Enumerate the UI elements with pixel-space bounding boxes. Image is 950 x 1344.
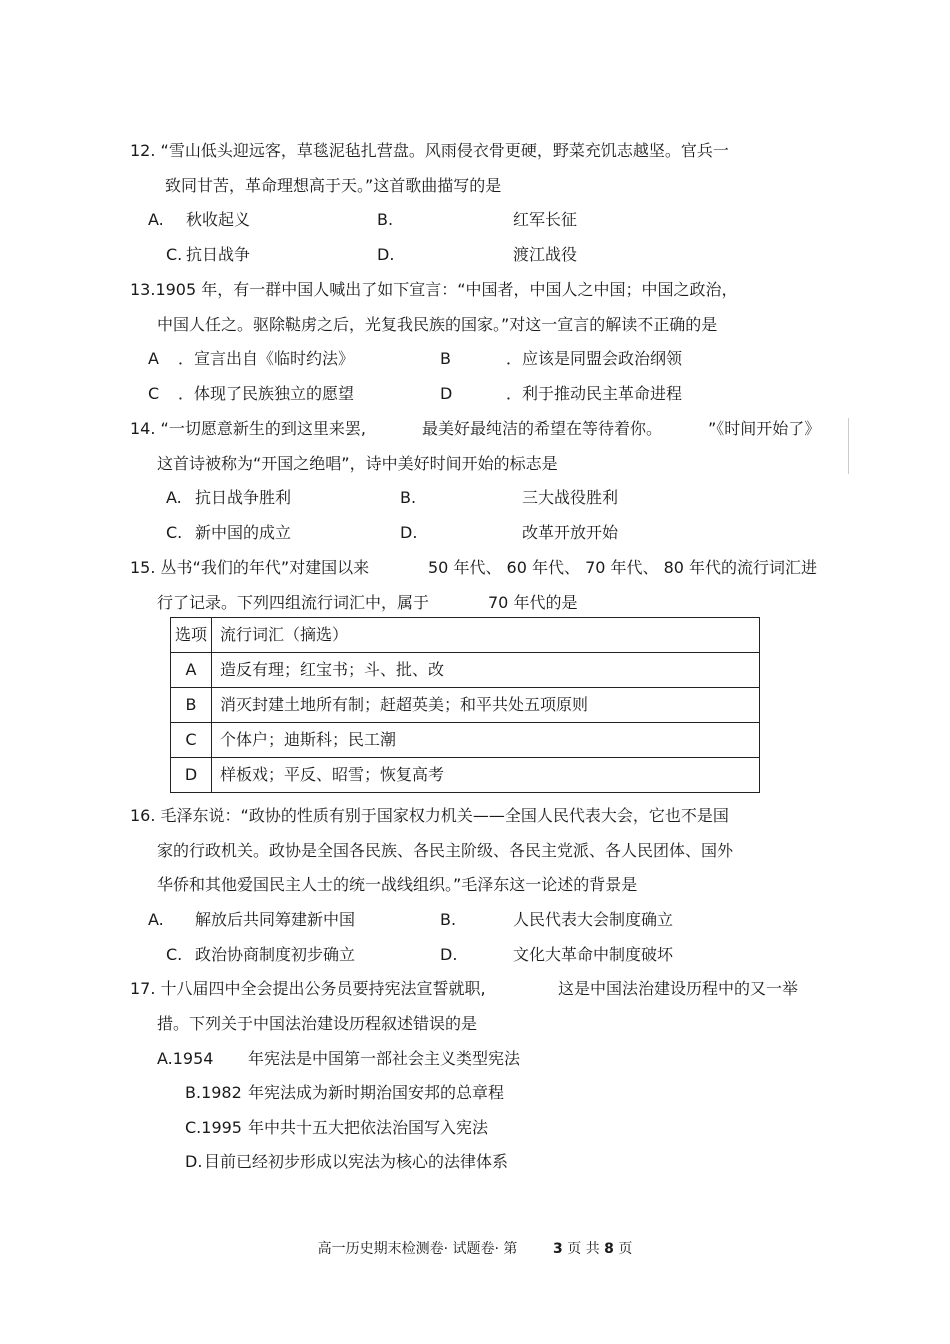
q16-line3: 华侨和其他爱国民主人士的统一战线组织。”毛泽东这一论述的背景是 <box>157 875 638 894</box>
q17-line1-part2: 这是中国法治建设历程中的又一举 <box>558 979 799 998</box>
q16-line2: 家的行政机关。政协是全国各民族、各民主阶级、各民主党派、各人民团体、国外 <box>157 841 734 860</box>
q16-option-d-text: 文化大革命中制度破坏 <box>513 945 674 964</box>
q15-line2-part1: 行了记录。下列四组流行词汇中，属于 <box>157 593 430 612</box>
q12-option-c-key: C. <box>166 245 183 264</box>
q14-option-a-key: A. <box>166 488 182 507</box>
table-header-words: 流行词汇（摘选） <box>212 618 760 653</box>
q13-option-a-text: ．宣言出自《临时约法》 <box>178 349 355 368</box>
q17-option-b-text: 年宪法成为新时期治国安邦的总章程 <box>248 1083 505 1102</box>
q14-line1-part1: 14. “一切愿意新生的到这里来罢, <box>130 419 366 438</box>
table-row <box>171 723 760 758</box>
q16-option-b-key: B. <box>440 910 457 929</box>
q14-option-d-key: D. <box>400 523 418 542</box>
q14-option-c-key: C. <box>166 523 183 542</box>
page-edge-mark <box>848 418 849 474</box>
q14-option-d-text: 改革开放开始 <box>522 523 619 542</box>
q13-option-a-key: A <box>148 349 159 368</box>
footer-total-pages: 8 <box>604 1241 614 1257</box>
footer-mid: 页 共 <box>567 1241 600 1257</box>
q12-option-d-key: D. <box>377 245 395 264</box>
table-header-row <box>171 618 760 653</box>
page-footer <box>0 1238 950 1258</box>
footer-suffix: 页 <box>618 1241 633 1257</box>
vocabulary-table <box>170 617 760 793</box>
q12-option-b-text: 红军长征 <box>513 210 578 229</box>
q16-option-a-text: 解放后共同筹建新中国 <box>195 910 356 929</box>
table-cell-option: C <box>171 723 212 758</box>
q17-option-a-key: A.1954 <box>157 1049 214 1068</box>
q17-option-c-key: C.1995 <box>185 1118 242 1137</box>
q13-option-b-key: B <box>440 349 451 368</box>
q14-line1-part3: ”《时间开始了》 <box>708 419 821 438</box>
q14-line2: 这首诗被称为“开国之绝唱”，诗中美好时间开始的标志是 <box>157 454 558 473</box>
q16-option-d-key: D. <box>440 945 458 964</box>
q16-option-c-key: C. <box>166 945 183 964</box>
q13-option-c-text: ．体现了民族独立的愿望 <box>178 384 355 403</box>
table-cell-words: 样板戏；平反、昭雪；恢复高考 <box>212 758 760 793</box>
table-row <box>171 653 760 688</box>
q17-line2: 措。下列关于中国法治建设历程叙述错误的是 <box>157 1014 478 1033</box>
q15-line2-part2: 70 年代的是 <box>488 593 578 612</box>
footer-prefix: 高一历史期末检测卷· 试题卷· 第 <box>317 1241 518 1257</box>
q17-line1-part1: 17. 十八届四中全会提出公务员要持宪法宣誓就职, <box>130 979 486 998</box>
table-cell-option: D <box>171 758 212 793</box>
q16-option-a-key: A. <box>148 910 164 929</box>
q16-option-b-text: 人民代表大会制度确立 <box>513 910 674 929</box>
table-row <box>171 688 760 723</box>
table-cell-words: 造反有理；红宝书；斗、批、改 <box>212 653 760 688</box>
table-cell-option: B <box>171 688 212 723</box>
q14-option-a-text: 抗日战争胜利 <box>195 488 292 507</box>
q13-line1: 13.1905 年，有一群中国人喊出了如下宣言：“中国者，中国人之中国；中国之政治， <box>130 280 738 299</box>
q12-line2: 致同甘苦，革命理想高于天。”这首歌曲描写的是 <box>165 176 502 195</box>
q12-option-c-text: 抗日战争 <box>186 245 251 264</box>
table-cell-option: A <box>171 653 212 688</box>
q13-option-d-key: D <box>440 384 453 403</box>
table-cell-words: 消灭封建土地所有制；赶超英美；和平共处五项原则 <box>212 688 760 723</box>
table-row <box>171 758 760 793</box>
q16-option-c-text: 政治协商制度初步确立 <box>195 945 356 964</box>
q12-option-b-key: B. <box>377 210 394 229</box>
q12-option-d-text: 渡江战役 <box>513 245 578 264</box>
q13-line2: 中国人任之。驱除鞑虏之后，光复我民族的国家。”对这一宣言的解读不正确的是 <box>157 315 718 334</box>
q12-line1: 12. “雪山低头迎远客，草毯泥毡扎营盘。风雨侵衣骨更硬，野菜充饥志越坚。官兵一 <box>130 141 729 160</box>
q17-option-d-text: 目前已经初步形成以宪法为核心的法律体系 <box>204 1152 509 1171</box>
q14-option-c-text: 新中国的成立 <box>195 523 292 542</box>
footer-page-number: 3 <box>553 1241 563 1257</box>
q13-option-d-text: ．利于推动民主革命进程 <box>506 384 683 403</box>
q15-line1-part1: 15. 丛书“我们的年代”对建国以来 <box>130 558 370 577</box>
q13-option-b-text: ．应该是同盟会政治纲领 <box>506 349 683 368</box>
q15-line1-part2: 50 年代、 60 年代、 70 年代、 80 年代的流行词汇进 <box>428 558 818 577</box>
q14-line1-part2: 最美好最纯洁的希望在等待着你。 <box>422 419 663 438</box>
q17-option-d-key: D. <box>185 1152 203 1171</box>
q13-option-c-key: C <box>148 384 160 403</box>
q12-option-a-text: 秋收起义 <box>186 210 251 229</box>
table-cell-words: 个体户；迪斯科；民工潮 <box>212 723 760 758</box>
table-header-option: 选项 <box>171 618 212 653</box>
q17-option-a-text: 年宪法是中国第一部社会主义类型宪法 <box>248 1049 521 1068</box>
q17-option-b-key: B.1982 <box>185 1083 242 1102</box>
q16-line1: 16. 毛泽东说：“政协的性质有别于国家权力机关——全国人民代表大会，它也不是国 <box>130 806 729 825</box>
q14-option-b-key: B. <box>400 488 417 507</box>
q12-option-a-key: A. <box>148 210 164 229</box>
q14-option-b-text: 三大战役胜利 <box>522 488 619 507</box>
q17-option-c-text: 年中共十五大把依法治国写入宪法 <box>248 1118 489 1137</box>
